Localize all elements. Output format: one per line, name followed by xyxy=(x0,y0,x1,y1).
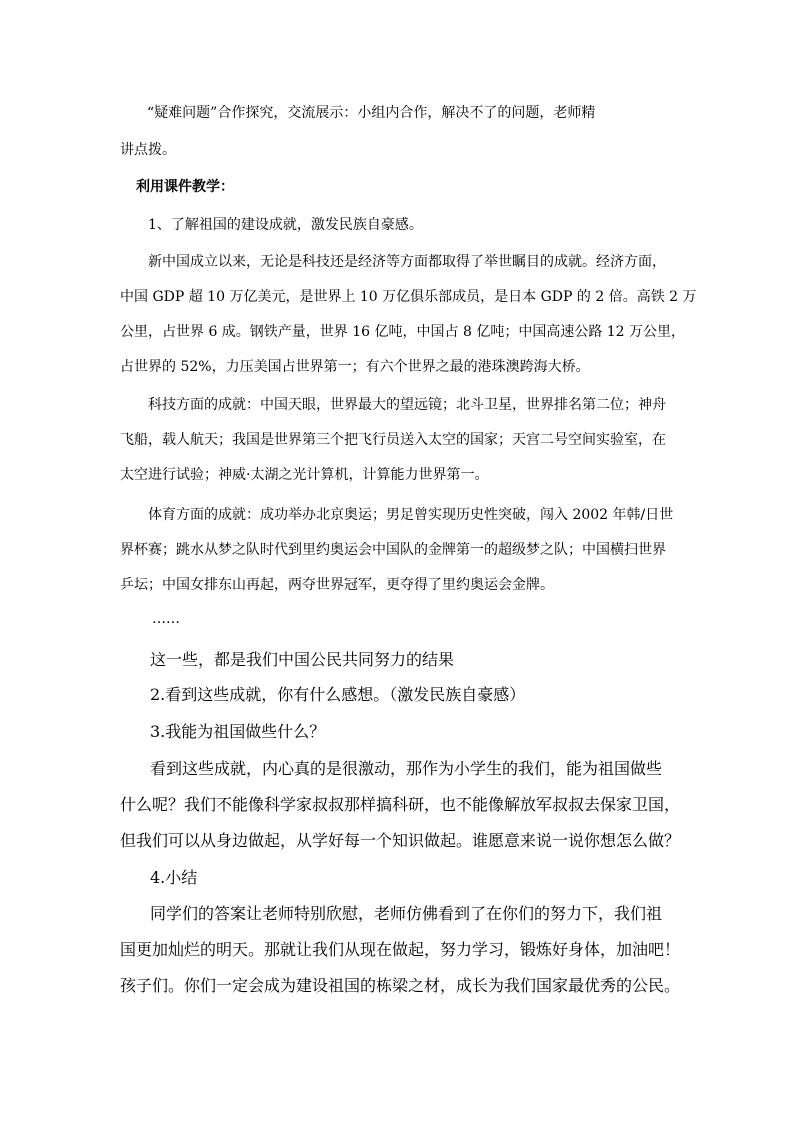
item-4: 4.小结 xyxy=(150,868,198,887)
economy-line-3: 公里，占世界 6 成。钢铁产量，世界 16 亿吨，中国占 8 亿吨；中国高速公路 12 万公里， xyxy=(120,324,686,340)
sports-line-3: 乒坛；中国女排东山再起，两夺世界冠军，更夺得了里约奥运会金牌。 xyxy=(120,577,554,593)
economy-line-2: 中国 GDP 超 10 万亿美元，是世界上 10 万亿俱乐部成员，是日本 GDP 的 2 倍。高铁 2 万 xyxy=(120,289,697,305)
summary-line-1: 同学们的答案让老师特别欣慰，老师仿佛看到了在你们的努力下，我们祖 xyxy=(150,904,663,923)
tech-line-2: 飞船，载人航天；我国是世界第三个把飞行员送入太空的国家；天宫二号空间实验室，在 xyxy=(120,432,666,448)
sports-line-1: 体育方面的成就：成功举办北京奥运；男足曾实现历史性突破，闯入 2002 年韩/日世 xyxy=(148,507,674,523)
item-2: 2.看到这些成就，你有什么感想。（激发民族自豪感） xyxy=(150,685,526,704)
intro-line-1: “疑难问题”合作探究，交流展示：小组内合作，解决不了的问题，老师精 xyxy=(147,105,596,121)
answer-line-3: 但我们可以从身边做起，从学好每一个知识做起。谁愿意来说一说你想怎么做？ xyxy=(120,831,681,850)
sports-line-2: 界杯赛；跳水从梦之队时代到里约奥运会中国队的金牌第一的超级梦之队；中国横扫世界 xyxy=(120,542,666,558)
intro-line-2: 讲点拨。 xyxy=(120,142,176,158)
item-1: 1、了解祖国的建设成就，激发民族自豪感。 xyxy=(148,217,423,233)
summary-line-2: 国更加灿烂的明天。那就让我们从现在做起，努力学习，锻炼好身体，加油吧！ xyxy=(120,940,681,959)
summary-line-3: 孩子们。你们一定会成为建设祖国的栋梁之材，成长为我们国家最优秀的公民。 xyxy=(120,976,681,995)
answer-line-1: 看到这些成就，内心真的是很激动，那作为小学生的我们，能为祖国做些 xyxy=(150,759,663,778)
result-line: 这一些，都是我们中国公民共同努力的结果 xyxy=(150,650,455,669)
section-heading: 利用课件教学： xyxy=(136,179,234,195)
ellipsis: …… xyxy=(152,611,180,627)
economy-line-1: 新中国成立以来，无论是科技还是经济等方面都取得了举世瞩目的成就。经济方面， xyxy=(148,254,666,270)
tech-line-1: 科技方面的成就：中国天眼，世界最大的望远镜；北斗卫星，世界排名第二位；神舟 xyxy=(148,397,666,413)
answer-line-2: 什么呢？我们不能像科学家叔叔那样搞科研，也不能像解放军叔叔去保家卫国， xyxy=(120,795,681,814)
tech-line-3: 太空进行试验；神威·太湖之光计算机，计算能力世界第一。 xyxy=(120,467,489,483)
economy-line-4: 占世界的 52%，力压美国占世界第一；有六个世界之最的港珠澳跨海大桥。 xyxy=(120,359,590,375)
item-3: 3.我能为祖国做些什么？ xyxy=(150,722,326,741)
